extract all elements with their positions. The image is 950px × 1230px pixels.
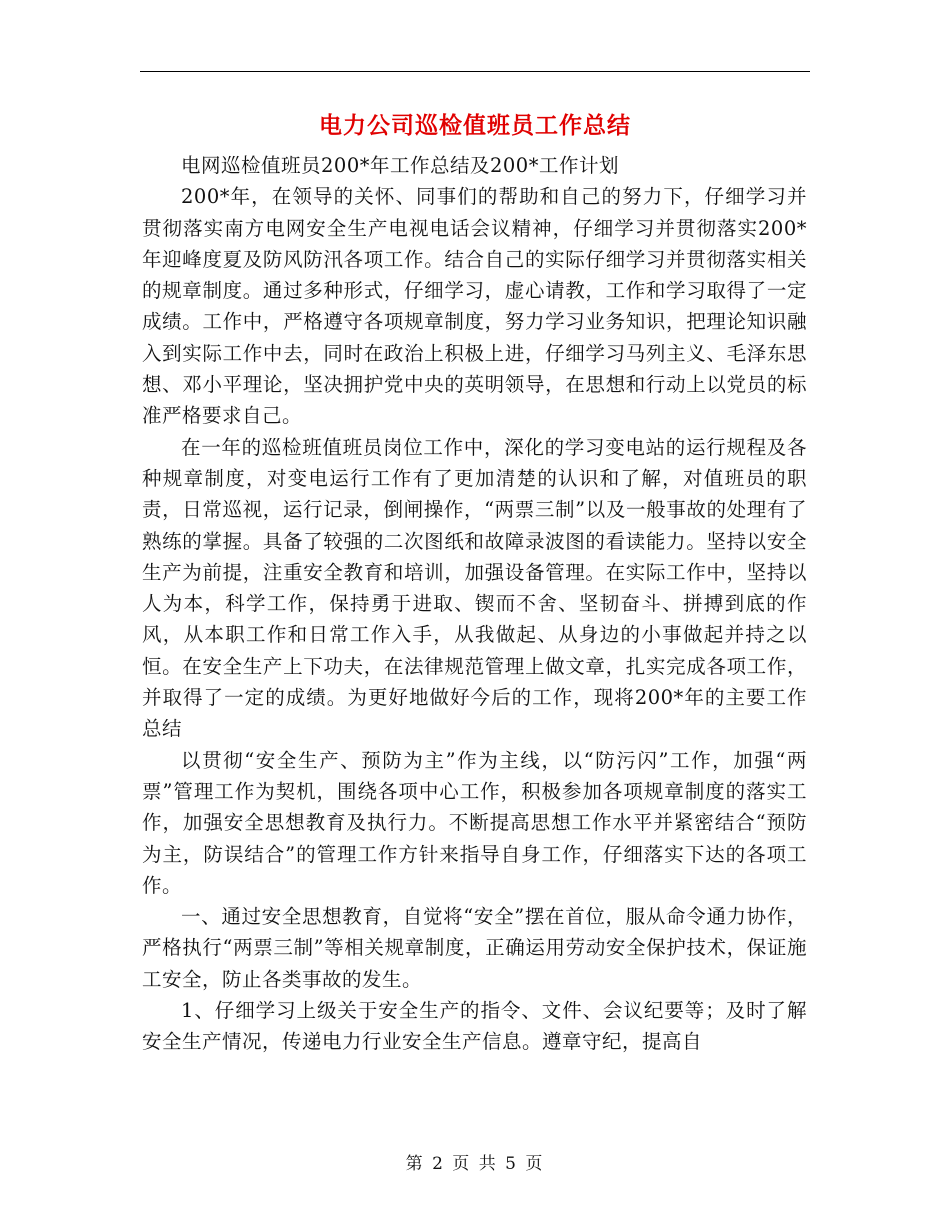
page-number-footer: 第 2 页 共 5 页: [405, 1154, 545, 1174]
paragraph: 1、仔细学习上级关于安全生产的指令、文件、会议纪要等；及时了解安全生产情况，传递电力行业安全生产信息。遵章守纪，提高自: [142, 999, 807, 1054]
document-title: 电力公司巡检值班员工作总结: [319, 113, 631, 139]
paragraph-subtitle: 电网巡检值班员200*年工作总结及200*工作计划: [181, 154, 619, 177]
paragraph: 一、通过安全思想教育，自觉将“安全”摆在首位，服从命令通力协作，严格执行“两票三制”等相关规章制度，正确运用劳动安全保护技术，保证施工安全，防止各类事故的发生。: [142, 905, 807, 991]
paragraph: 在一年的巡检班值班员岗位工作中，深化的学习变电站的运行规程及各种规章制度，对变电运行工作有了更加清楚的认识和了解，对值班员的职责，日常巡视，运行记录，倒闸操作，“两票三制”以及一般事故的处理有了熟练的掌握。具备了较强的二次图纸和故障录波图的看读能力。坚持以安全生产为前提，注重安全教育和培训，加强设备管理。在实际工作中，坚持以人为本，科学工作，保持勇于进取、锲而不舍、坚韧奋斗、拼搏到底的作风，从本职工作和日常工作入手，从我做起、从身边的小事做起并持之以恒。在安全生产上下功夫，在法律规范管理上做文章，扎实完成各项工作，并取得了一定的成绩。为更好地做好今后的工作，现将200*年的主要工作总结: [142, 435, 807, 741]
header-rule: [140, 71, 810, 72]
paragraph: 200*年，在领导的关怀、同事们的帮助和自己的努力下，仔细学习并贯彻落实南方电网安全生产电视电话会议精神，仔细学习并贯彻落实200*年迎峰度夏及防风防汛各项工作。结合自己的实际仔细学习并贯彻落实相关的规章制度。通过多种形式，仔细学习，虚心请教，工作和学习取得了一定成绩。工作中，严格遵守各项规章制度，努力学习业务知识，把理论知识融入到实际工作中去，同时在政治上积极上进，仔细学习马列主义、毛泽东思想、邓小平理论，坚决拥护党中央的英明领导，在思想和行动上以党员的标准严格要求自己。: [142, 185, 807, 428]
paragraph: 以贯彻“安全生产、预防为主”作为主线，以“防污闪”工作，加强“两票”管理工作为契机，围绕各项中心工作，积极参加各项规章制度的落实工作，加强安全思想教育及执行力。不断提高思想工作水平并紧密结合“预防为主，防误结合”的管理工作方针来指导自身工作，仔细落实下达的各项工作。: [142, 748, 807, 897]
document-body: [142, 150, 807, 1058]
